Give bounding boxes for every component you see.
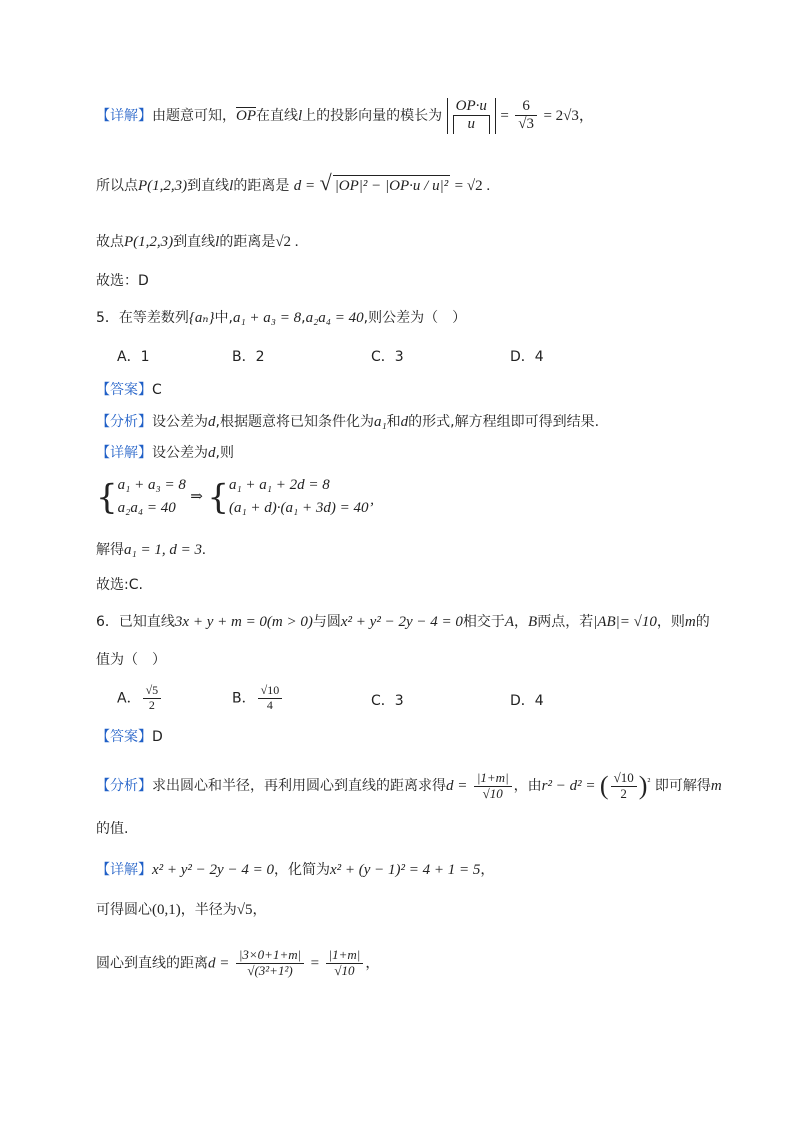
q5-choose: 故选:C. [96,577,143,593]
q6-answer: 【答案】D [96,729,163,745]
distance-line: 所以点P(1,2,3)到直线l的距离是 d = √ |OP|² − |OP·u / u|² = √2 . [96,170,491,195]
q6-distance: 圆心到直线的距离d = $\frac{|3\times 0+1+m|}{\text{√(3²+1²)}}$ = $\frac{|1+m|}{√10}$ ， [96,947,380,978]
q6-detail: 【详解】x² + y² − 2y − 4 = 0，化简为x² + (y − 1)² = 4 + 1 = 5， [96,862,495,878]
q5-solution: 解得a₁ = 1, d = 3. [96,542,206,558]
choice-d: 故选：D [96,273,149,289]
q5-answer: 【答案】C [96,382,162,398]
detail-tag: 【详解】 [96,107,152,124]
projection-abs: $\frac{OP\cdot u}{u}$ [447,98,496,134]
q5-option-a: A．1 [117,349,150,365]
q5-option-d: D．4 [510,349,544,365]
q6-option-a: A． $\frac{√5}{2}$ [117,684,163,713]
q6-analysis: 【分析】求出圆心和半径，再利用圆心到直线的距离求得d = $\frac{|1+m|}{√10}$ ，由r² − d² = ( $\frac{√10}{2}$ )$^{^2}$ 即可解得m [96,769,722,801]
q5-option-b: B．2 [232,349,265,365]
q6-option-c: C．3 [371,693,404,709]
q6-stem-cont: 值为（ ） [96,652,166,668]
q6-option-d: D．4 [510,693,544,709]
q5-option-c: C．3 [371,349,404,365]
q5-stem: 5．在等差数列{aₙ}中,a₁ + a₃ = 8,a₂a₄ = 40,则公差为（ ） [96,310,467,326]
q6-stem: 6．已知直线3x + y + m = 0(m > 0)与圆x² + y² − 2y − 4 = 0相交于A，B两点，若|AB|= √10，则m的 [96,614,710,630]
q6-center: 可得圆心(0,1)，半径为√5， [96,902,267,918]
q6-analysis-end: 的值. [96,821,129,837]
distance-conclusion: 故点P(1,2,3)到直线l的距离是√2 . [96,234,299,250]
q5-analysis: 【分析】设公差为d,根据题意将已知条件化为a₁和d的形式,解方程组即可得到结果. [96,414,600,430]
implies-arrow: ⇒ [190,488,203,505]
q6-option-b: B． $\frac{√10}{4}$ [232,684,284,713]
vector-op: $\overline{OP}$ [236,107,256,124]
q5-system: { a₁ + a₃ = 8 a₂a₄ = 40 ⇒ { a₁ + a₁ + 2d = 8 (a₁ + d)·(a₁ + 3d) = 40’ [96,477,374,518]
distance-radicand: |OP|² − |OP·u / u|² [333,175,451,197]
q5-detail: 【详解】设公差为d,则 [96,445,234,461]
projection-line: 【详解】由题意可知，$\overline{OP}$在直线l上的投影向量的模长为 $\frac{OP\cdot u}{u}$ = $\frac{6}{√3}$ = 2√3， [96,98,594,133]
